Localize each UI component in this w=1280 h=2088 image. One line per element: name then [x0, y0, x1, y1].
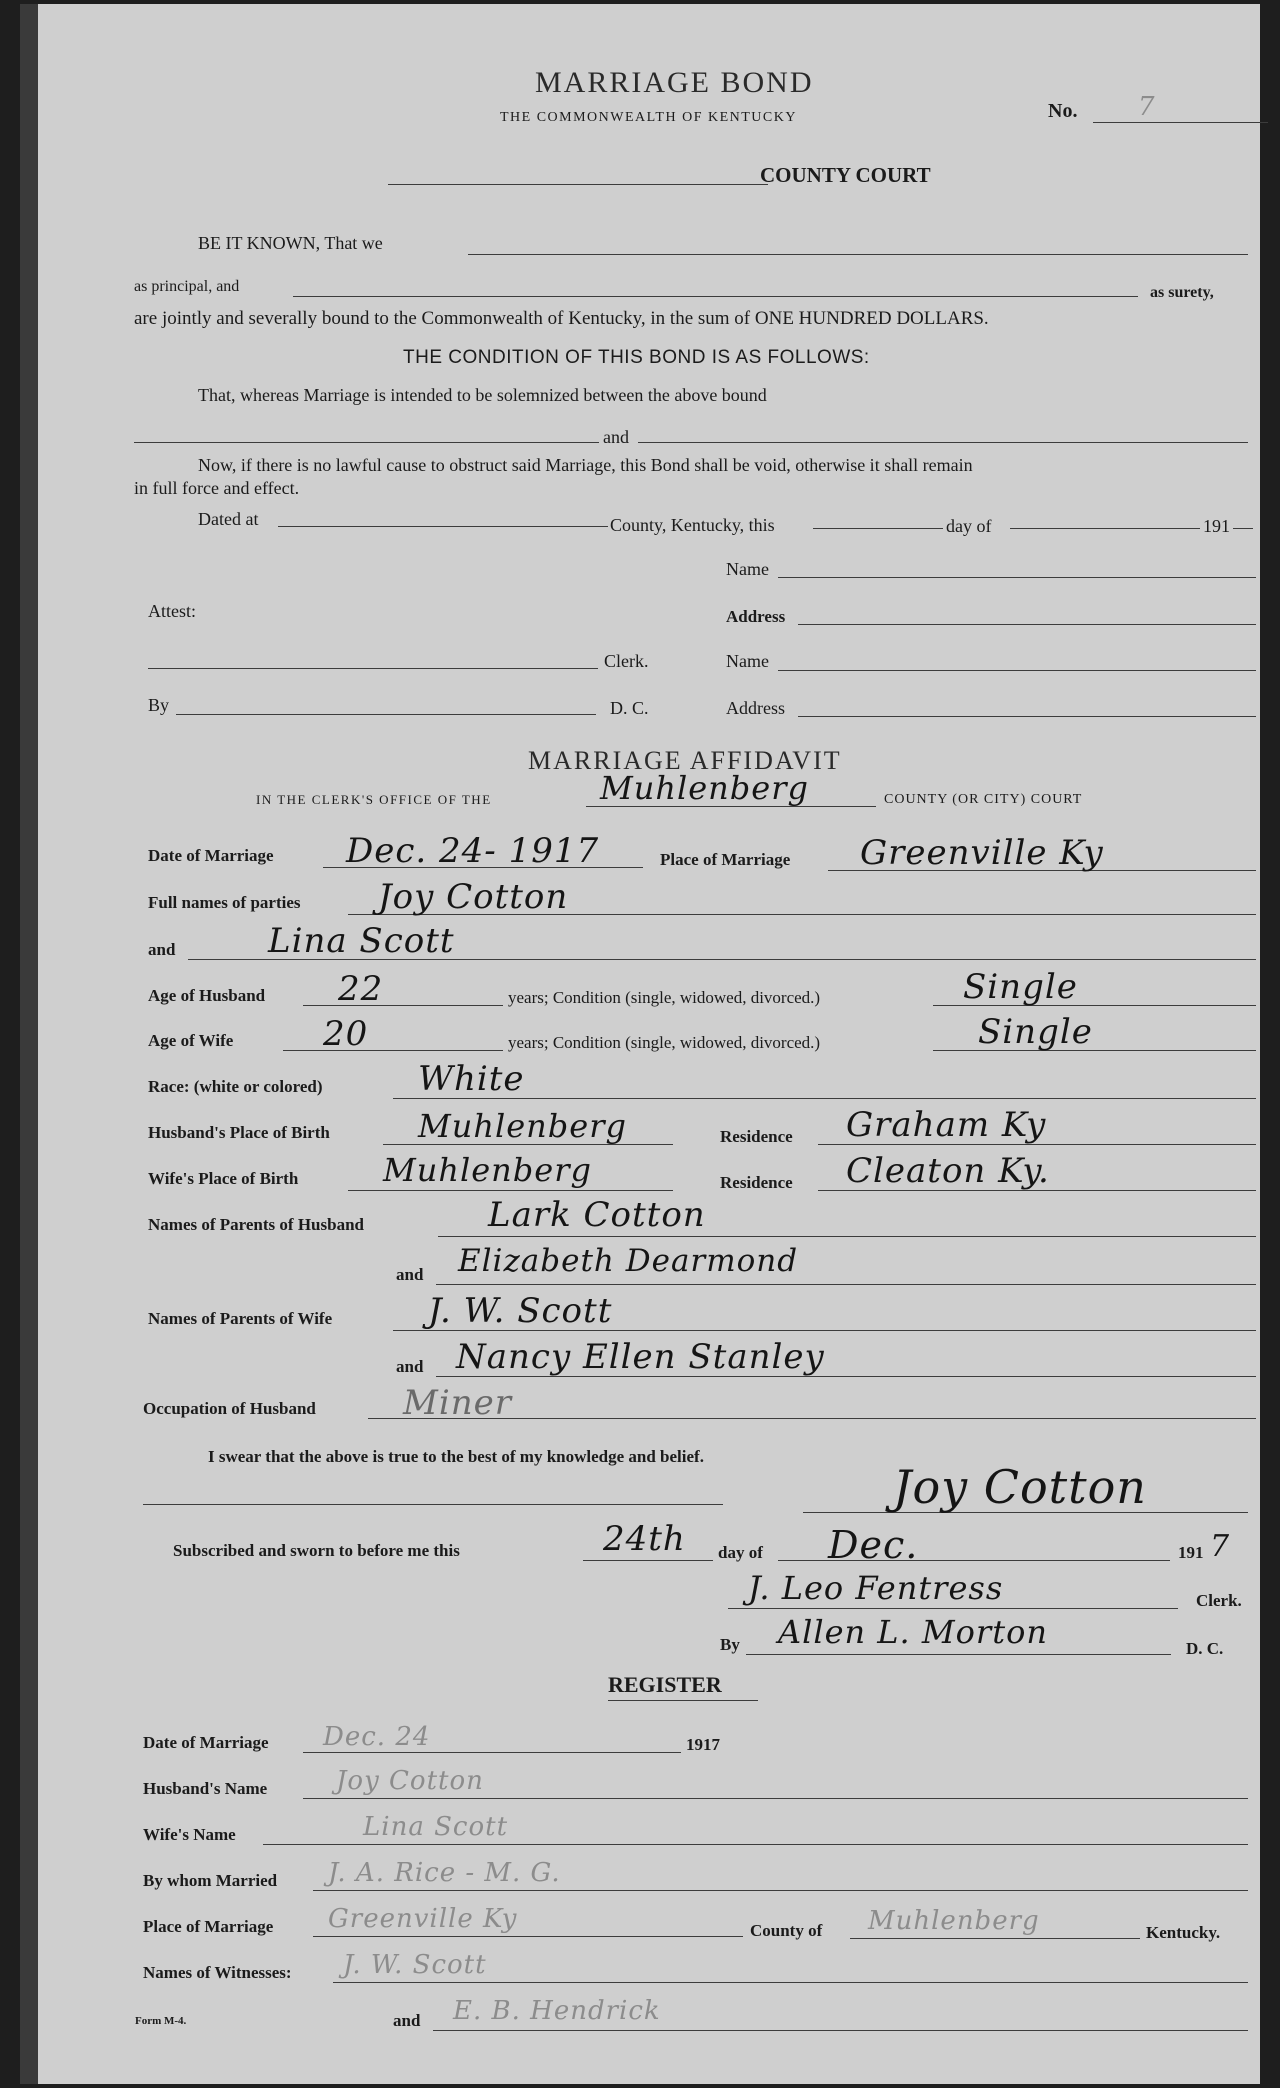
county-court-heading: COUNTY COURT [760, 163, 931, 187]
dc-signature: Allen L. Morton [778, 1613, 1048, 1651]
register-by-whom-label: By whom Married [143, 1871, 278, 1890]
wife-father-value: J. W. Scott [428, 1291, 613, 1331]
now-if-text: Now, if there is no lawful cause to obstruct said Marriage, this Bond shall be void, otherwise it shall remain [198, 455, 973, 475]
wife-residence-label: Residence [720, 1173, 793, 1192]
occupation-label: Occupation of Husband [143, 1399, 316, 1418]
county-line [388, 184, 768, 185]
party-line-1 [134, 442, 599, 443]
affidavit-dc-label: D. C. [1186, 1639, 1224, 1658]
full-names-label: Full names of parties [148, 893, 301, 912]
dc-line [176, 714, 596, 715]
place-of-marriage-value: Greenville Ky [860, 833, 1104, 873]
sworn-day-line [583, 1560, 713, 1561]
register-date-value: Dec. 24 [323, 1722, 431, 1752]
age-husband-value: 22 [338, 969, 384, 1009]
party-line-2 [638, 442, 1248, 443]
husband-parents-and-label: and [396, 1265, 424, 1284]
condition-wife-value: Single [978, 1012, 1093, 1052]
husband-residence-label: Residence [720, 1127, 793, 1146]
form-number: Form M-4. [135, 2015, 187, 2027]
swear-text: I swear that the above is true to the best of my knowledge and belief. [208, 1447, 704, 1466]
by-label: By [148, 695, 170, 715]
surety-line [293, 296, 1138, 297]
register-place-line [313, 1936, 743, 1937]
register-wife-value: Lina Scott [363, 1812, 509, 1842]
dated-at-text: Dated at [198, 509, 259, 529]
clerk-line [148, 668, 598, 669]
age-husband-label: Age of Husband [148, 986, 266, 1005]
surety-name-label-2: Name [726, 651, 769, 671]
register-husband-line [303, 1798, 1248, 1799]
dc-label: D. C. [610, 698, 649, 718]
sworn-day-of-text: day of [718, 1543, 763, 1562]
clerk-label: Clerk. [604, 651, 649, 671]
party2-value: Lina Scott [268, 921, 455, 961]
year-prefix-text: 191 [1203, 516, 1230, 536]
sworn-year-prefix: 191 [1178, 1543, 1204, 1562]
dated-at-line [278, 526, 608, 527]
document-page [20, 4, 1260, 2084]
husband-father-line [438, 1236, 1256, 1237]
whereas-text: That, whereas Marriage is intended to be solemnized between the above bound [198, 385, 767, 405]
register-witnesses-label: Names of Witnesses: [143, 1963, 292, 1982]
husband-mother-line [436, 1284, 1256, 1285]
wife-birth-label: Wife's Place of Birth [148, 1169, 299, 1188]
clerk-signature: J. Leo Fentress [748, 1569, 1004, 1607]
wife-parents-and-label: and [396, 1357, 424, 1376]
county-ky-this-text: County, Kentucky, this [610, 515, 775, 535]
as-principal-text: as principal, and [134, 278, 240, 295]
wife-mother-value: Nancy Ellen Stanley [456, 1337, 825, 1377]
date-of-marriage-label: Date of Marriage [148, 846, 274, 865]
affidavit-county-court: COUNTY (OR CITY) COURT [884, 792, 1083, 807]
date-of-marriage-value: Dec. 24- 1917 [346, 831, 600, 871]
wife-residence-value: Cleaton Ky. [846, 1151, 1050, 1191]
bond-subtitle: THE COMMONWEALTH OF KENTUCKY [500, 110, 797, 125]
condition-heading: THE CONDITION OF THIS BOND IS AS FOLLOWS: [403, 347, 870, 368]
day-of-text: day of [946, 516, 992, 536]
attest-label: Attest: [148, 601, 196, 621]
husband-residence-value: Graham Ky [846, 1105, 1047, 1145]
wife-birth-line [348, 1190, 673, 1191]
register-year: 1917 [686, 1735, 720, 1754]
surety-address-label-2: Address [726, 698, 785, 718]
clerk-signature-line [728, 1608, 1178, 1609]
bond-title: MARRIAGE BOND [535, 66, 814, 99]
subscribed-text: Subscribed and sworn to before me this [173, 1541, 460, 1560]
bond-number-label: No. [1048, 100, 1078, 122]
register-county-line [850, 1938, 1140, 1939]
jointly-bound-text: are jointly and severally bound to the Commonwealth of Kentucky, in the sum of ONE HUNDRED DOLLARS. [134, 308, 989, 329]
register-witness1-line [333, 1982, 1248, 1983]
register-wife-label: Wife's Name [143, 1825, 236, 1844]
bond-number-value: 7 [1138, 92, 1156, 122]
wife-birth-value: Muhlenberg [383, 1151, 592, 1189]
condition-text-husband: years; Condition (single, widowed, divorced.) [508, 988, 821, 1007]
and-text: and [603, 427, 629, 447]
sworn-month-value: Dec. [828, 1523, 919, 1567]
surety-address-line-1 [798, 624, 1256, 625]
register-place-value: Greenville Ky [328, 1904, 518, 1934]
dc-signature-line [746, 1654, 1171, 1655]
surety-address-line-2 [798, 716, 1256, 717]
register-wife-line [263, 1844, 1248, 1845]
as-surety-text: as surety, [1150, 284, 1214, 301]
parents-wife-label: Names of Parents of Wife [148, 1309, 333, 1328]
occupation-value: Miner [403, 1383, 512, 1423]
bond-number-line [1093, 122, 1268, 123]
register-witness-and-label: and [393, 2011, 421, 2030]
race-label: Race: (white or colored) [148, 1077, 323, 1096]
age-wife-line [283, 1050, 503, 1051]
condition-husband-value: Single [963, 967, 1078, 1007]
age-wife-value: 20 [323, 1014, 369, 1054]
surety-address-label-1: Address [726, 607, 786, 626]
in-office-text: IN THE CLERK'S OFFICE OF THE [256, 792, 492, 807]
party1-value: Joy Cotton [378, 877, 569, 917]
register-by-whom-value: J. A. Rice - M. G. [328, 1858, 561, 1888]
day-line [813, 528, 943, 529]
register-date-line [303, 1752, 681, 1753]
register-date-label: Date of Marriage [143, 1733, 269, 1752]
affiant-witness-line [143, 1504, 723, 1505]
full-force-text: in full force and effect. [134, 478, 300, 498]
race-value: White [418, 1059, 525, 1099]
and-label: and [148, 940, 176, 959]
be-it-known-text: BE IT KNOWN, That we [198, 233, 383, 253]
register-place-label: Place of Marriage [143, 1917, 274, 1936]
register-by-whom-line [313, 1890, 1248, 1891]
affidavit-county-value: Muhlenberg [600, 769, 809, 807]
month-line [1010, 528, 1200, 529]
affiant-signature: Joy Cotton [893, 1460, 1147, 1514]
register-kentucky-label: Kentucky. [1146, 1923, 1221, 1942]
husband-birth-label: Husband's Place of Birth [148, 1123, 330, 1142]
year-line [1233, 528, 1253, 529]
register-title-underline [608, 1700, 758, 1701]
register-husband-label: Husband's Name [143, 1779, 268, 1798]
age-husband-line [303, 1005, 503, 1006]
husband-birth-value: Muhlenberg [418, 1107, 627, 1145]
parents-husband-label: Names of Parents of Husband [148, 1215, 364, 1234]
sworn-year-suffix: 7 [1210, 1529, 1231, 1564]
sworn-day-value: 24th [603, 1519, 686, 1559]
register-witness2-line [433, 2030, 1248, 2031]
age-wife-label: Age of Wife [148, 1031, 234, 1050]
register-witness2-value: E. B. Hendrick [453, 1996, 661, 2026]
register-county-value: Muhlenberg [868, 1906, 1040, 1936]
affidavit-by-label: By [720, 1635, 740, 1654]
principal-line [468, 254, 1248, 255]
place-of-marriage-label: Place of Marriage [660, 850, 791, 869]
affidavit-title: MARRIAGE AFFIDAVIT [528, 746, 842, 775]
affidavit-clerk-label: Clerk. [1196, 1591, 1242, 1610]
husband-mother-value: Elizabeth Dearmond [458, 1243, 799, 1279]
surety-name-label-1: Name [726, 559, 769, 579]
surety-name-line-1 [778, 577, 1256, 578]
condition-text-wife: years; Condition (single, widowed, divorced.) [508, 1033, 821, 1052]
register-title: REGISTER [608, 1672, 722, 1697]
register-witness1-value: J. W. Scott [343, 1950, 487, 1980]
register-husband-value: Joy Cotton [336, 1766, 484, 1796]
surety-name-line-2 [778, 670, 1256, 671]
register-county-of-label: County of [750, 1921, 823, 1940]
husband-father-value: Lark Cotton [488, 1195, 706, 1235]
